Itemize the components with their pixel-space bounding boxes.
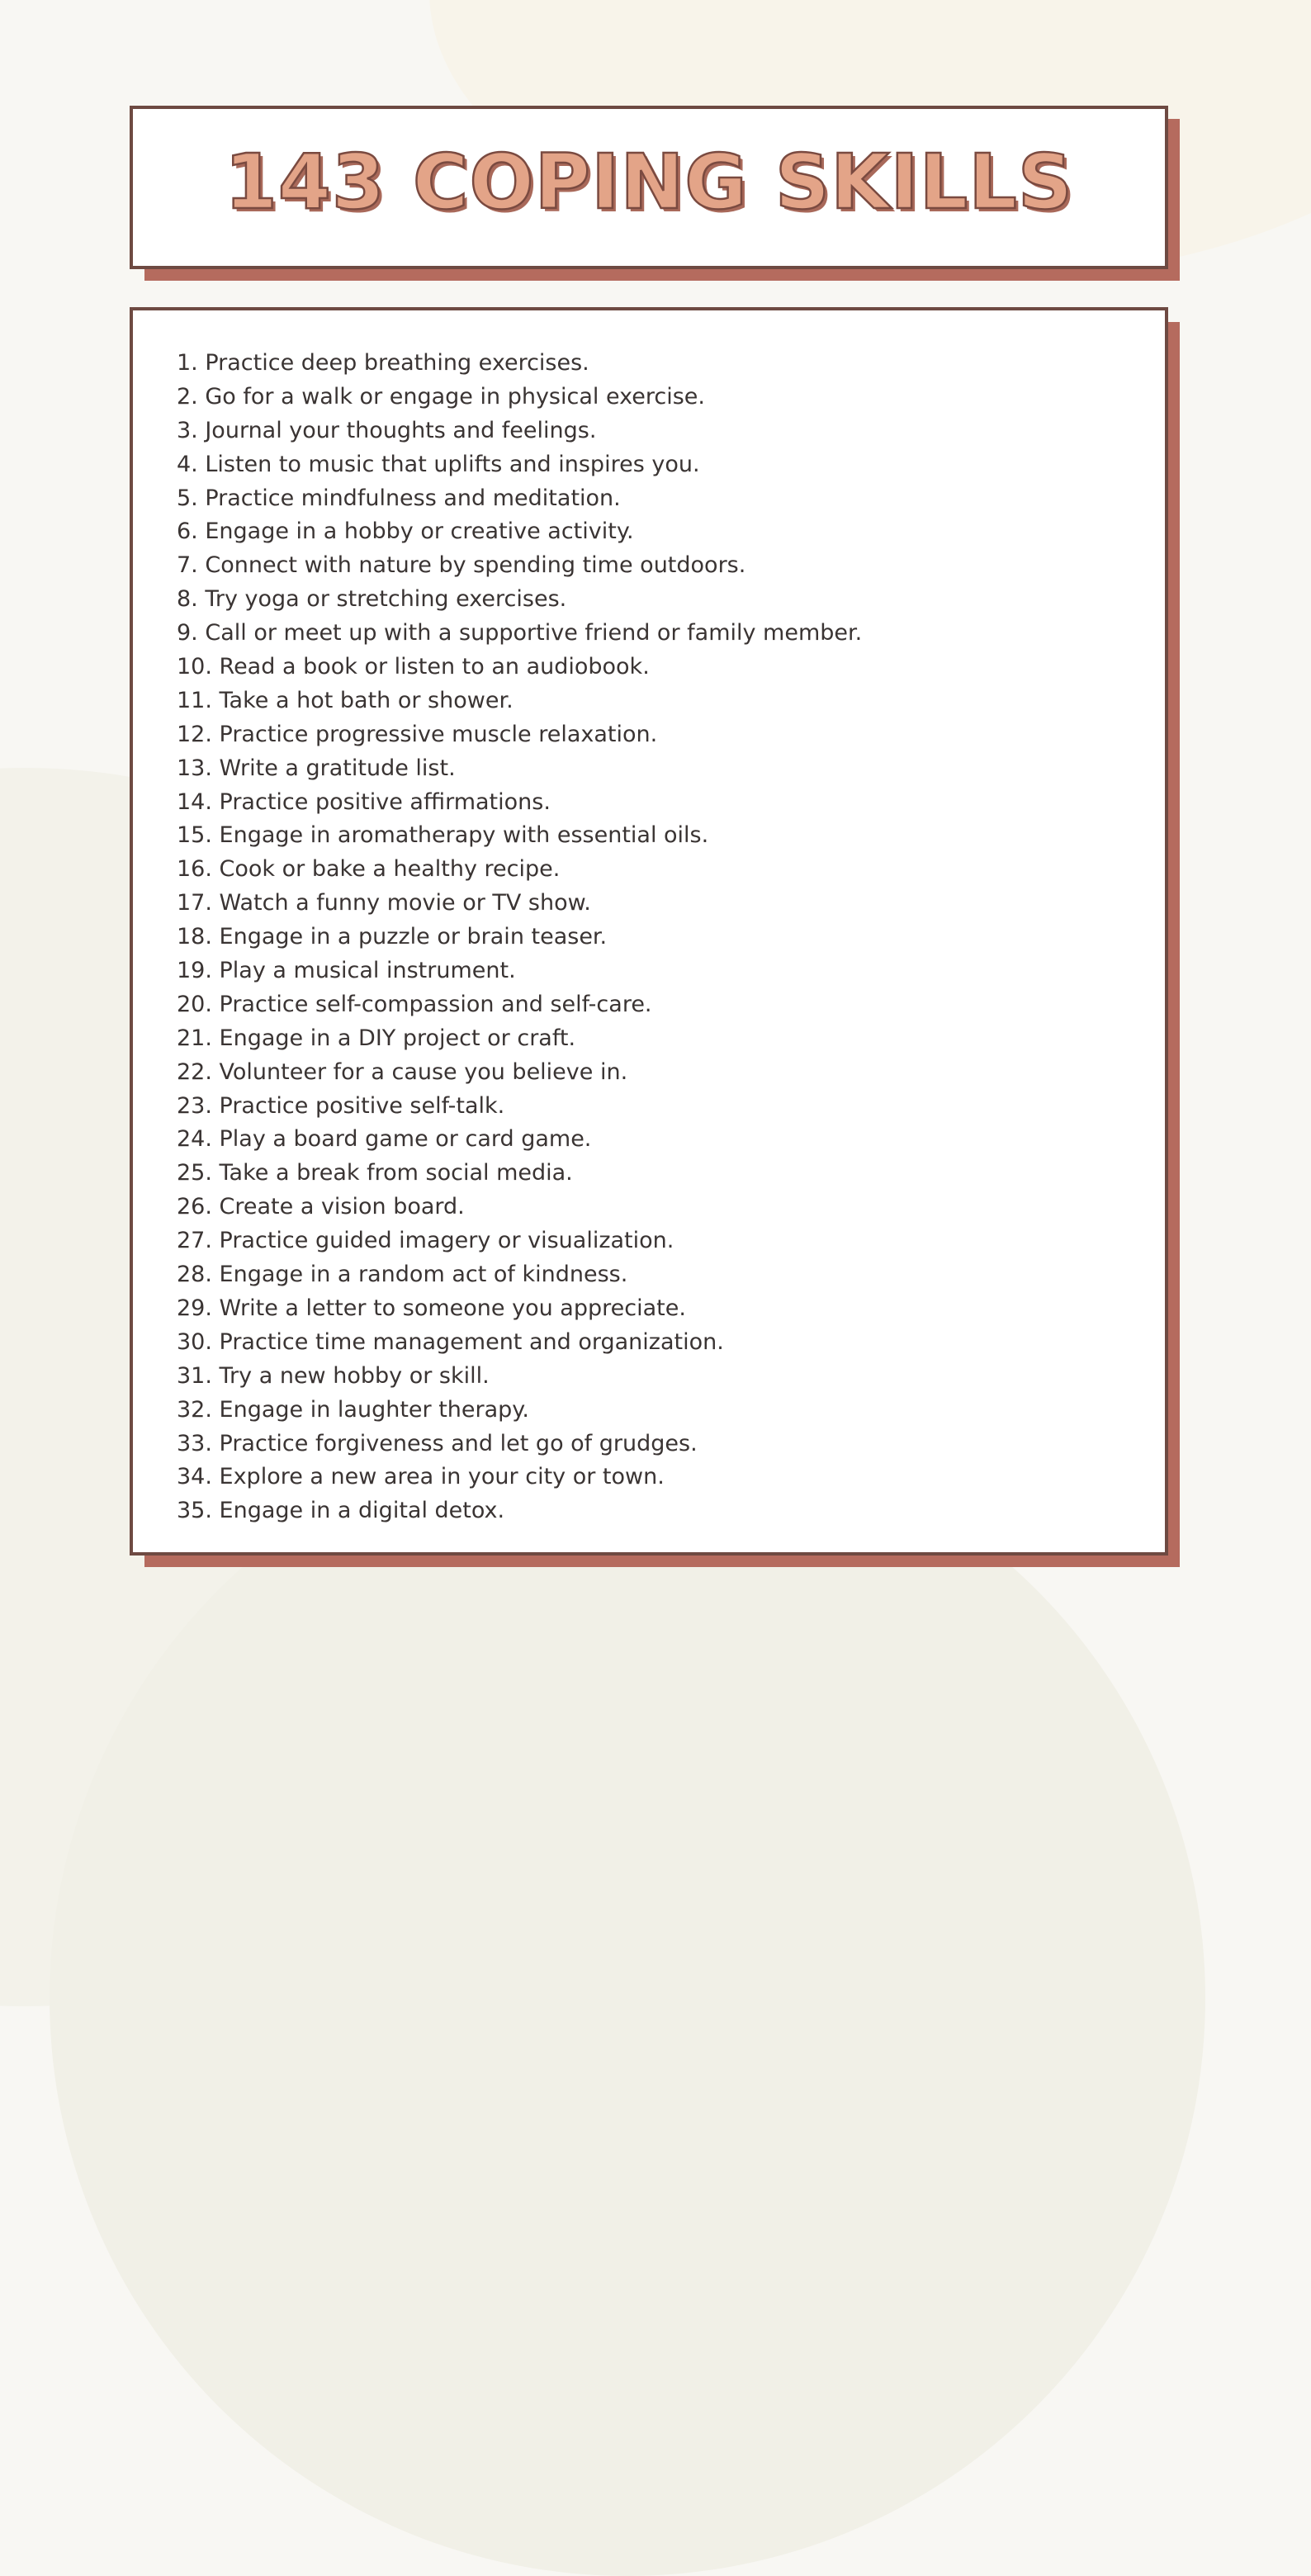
list-item: 12. Practice progressive muscle relaxation. — [177, 721, 658, 747]
page-title: 143 COPING SKILLS — [224, 138, 1074, 226]
list-item: 27. Practice guided imagery or visualization. — [177, 1228, 674, 1254]
list-item: 32. Engage in laughter therapy. — [177, 1396, 530, 1423]
list-item: 10. Read a book or listen to an audiobook. — [177, 654, 650, 680]
list-item: 34. Explore a new area in your city or town. — [177, 1464, 665, 1490]
list-item: 4. Listen to music that uplifts and inspires you. — [177, 451, 700, 477]
list-item: 1. Practice deep breathing exercises. — [177, 350, 589, 376]
list-item: 28. Engage in a random act of kindness. — [177, 1262, 628, 1288]
title-panel — [130, 106, 1168, 269]
list-item: 26. Create a vision board. — [177, 1194, 465, 1220]
list-item: 22. Volunteer for a cause you believe in. — [177, 1058, 628, 1085]
list-item: 8. Try yoga or stretching exercises. — [177, 586, 567, 613]
list-item: 18. Engage in a puzzle or brain teaser. — [177, 924, 608, 950]
list-item: 35. Engage in a digital detox. — [177, 1498, 505, 1524]
list-item: 6. Engage in a hobby or creative activity. — [177, 519, 634, 545]
list-item: 31. Try a new hobby or skill. — [177, 1362, 490, 1389]
list-item: 5. Practice mindfulness and meditation. — [177, 485, 621, 511]
background-shape-bottom-right — [50, 1420, 1205, 2576]
list-item: 11. Take a hot bath or shower. — [177, 687, 514, 713]
list-item: 23. Practice positive self-talk. — [177, 1092, 505, 1119]
list-item: 19. Play a musical instrument. — [177, 958, 516, 984]
list-item: 15. Engage in aromatherapy with essential oils. — [177, 822, 709, 849]
list-item: 16. Cook or bake a healthy recipe. — [177, 856, 561, 883]
coping-skills-list — [177, 347, 862, 1528]
list-item: 2. Go for a walk or engage in physical exercise. — [177, 383, 705, 410]
list-item: 29. Write a letter to someone you appreciate. — [177, 1295, 686, 1321]
list-item: 7. Connect with nature by spending time outdoors. — [177, 552, 746, 579]
list-item: 21. Engage in a DIY project or craft. — [177, 1025, 576, 1051]
list-panel — [130, 307, 1168, 1556]
list-item: 3. Journal your thoughts and feelings. — [177, 417, 597, 443]
list-item: 33. Practice forgiveness and let go of grudges. — [177, 1430, 698, 1456]
list-item: 14. Practice positive affirmations. — [177, 788, 551, 815]
list-item: 20. Practice self-compassion and self-care. — [177, 991, 652, 1017]
list-item: 9. Call or meet up with a supportive friend or family member. — [177, 620, 863, 646]
list-item: 24. Play a board game or card game. — [177, 1126, 592, 1153]
list-item: 30. Practice time management and organization. — [177, 1328, 724, 1355]
list-item: 25. Take a break from social media. — [177, 1160, 573, 1186]
list-item: 17. Watch a funny movie or TV show. — [177, 890, 591, 916]
list-item: 13. Write a gratitude list. — [177, 755, 456, 781]
